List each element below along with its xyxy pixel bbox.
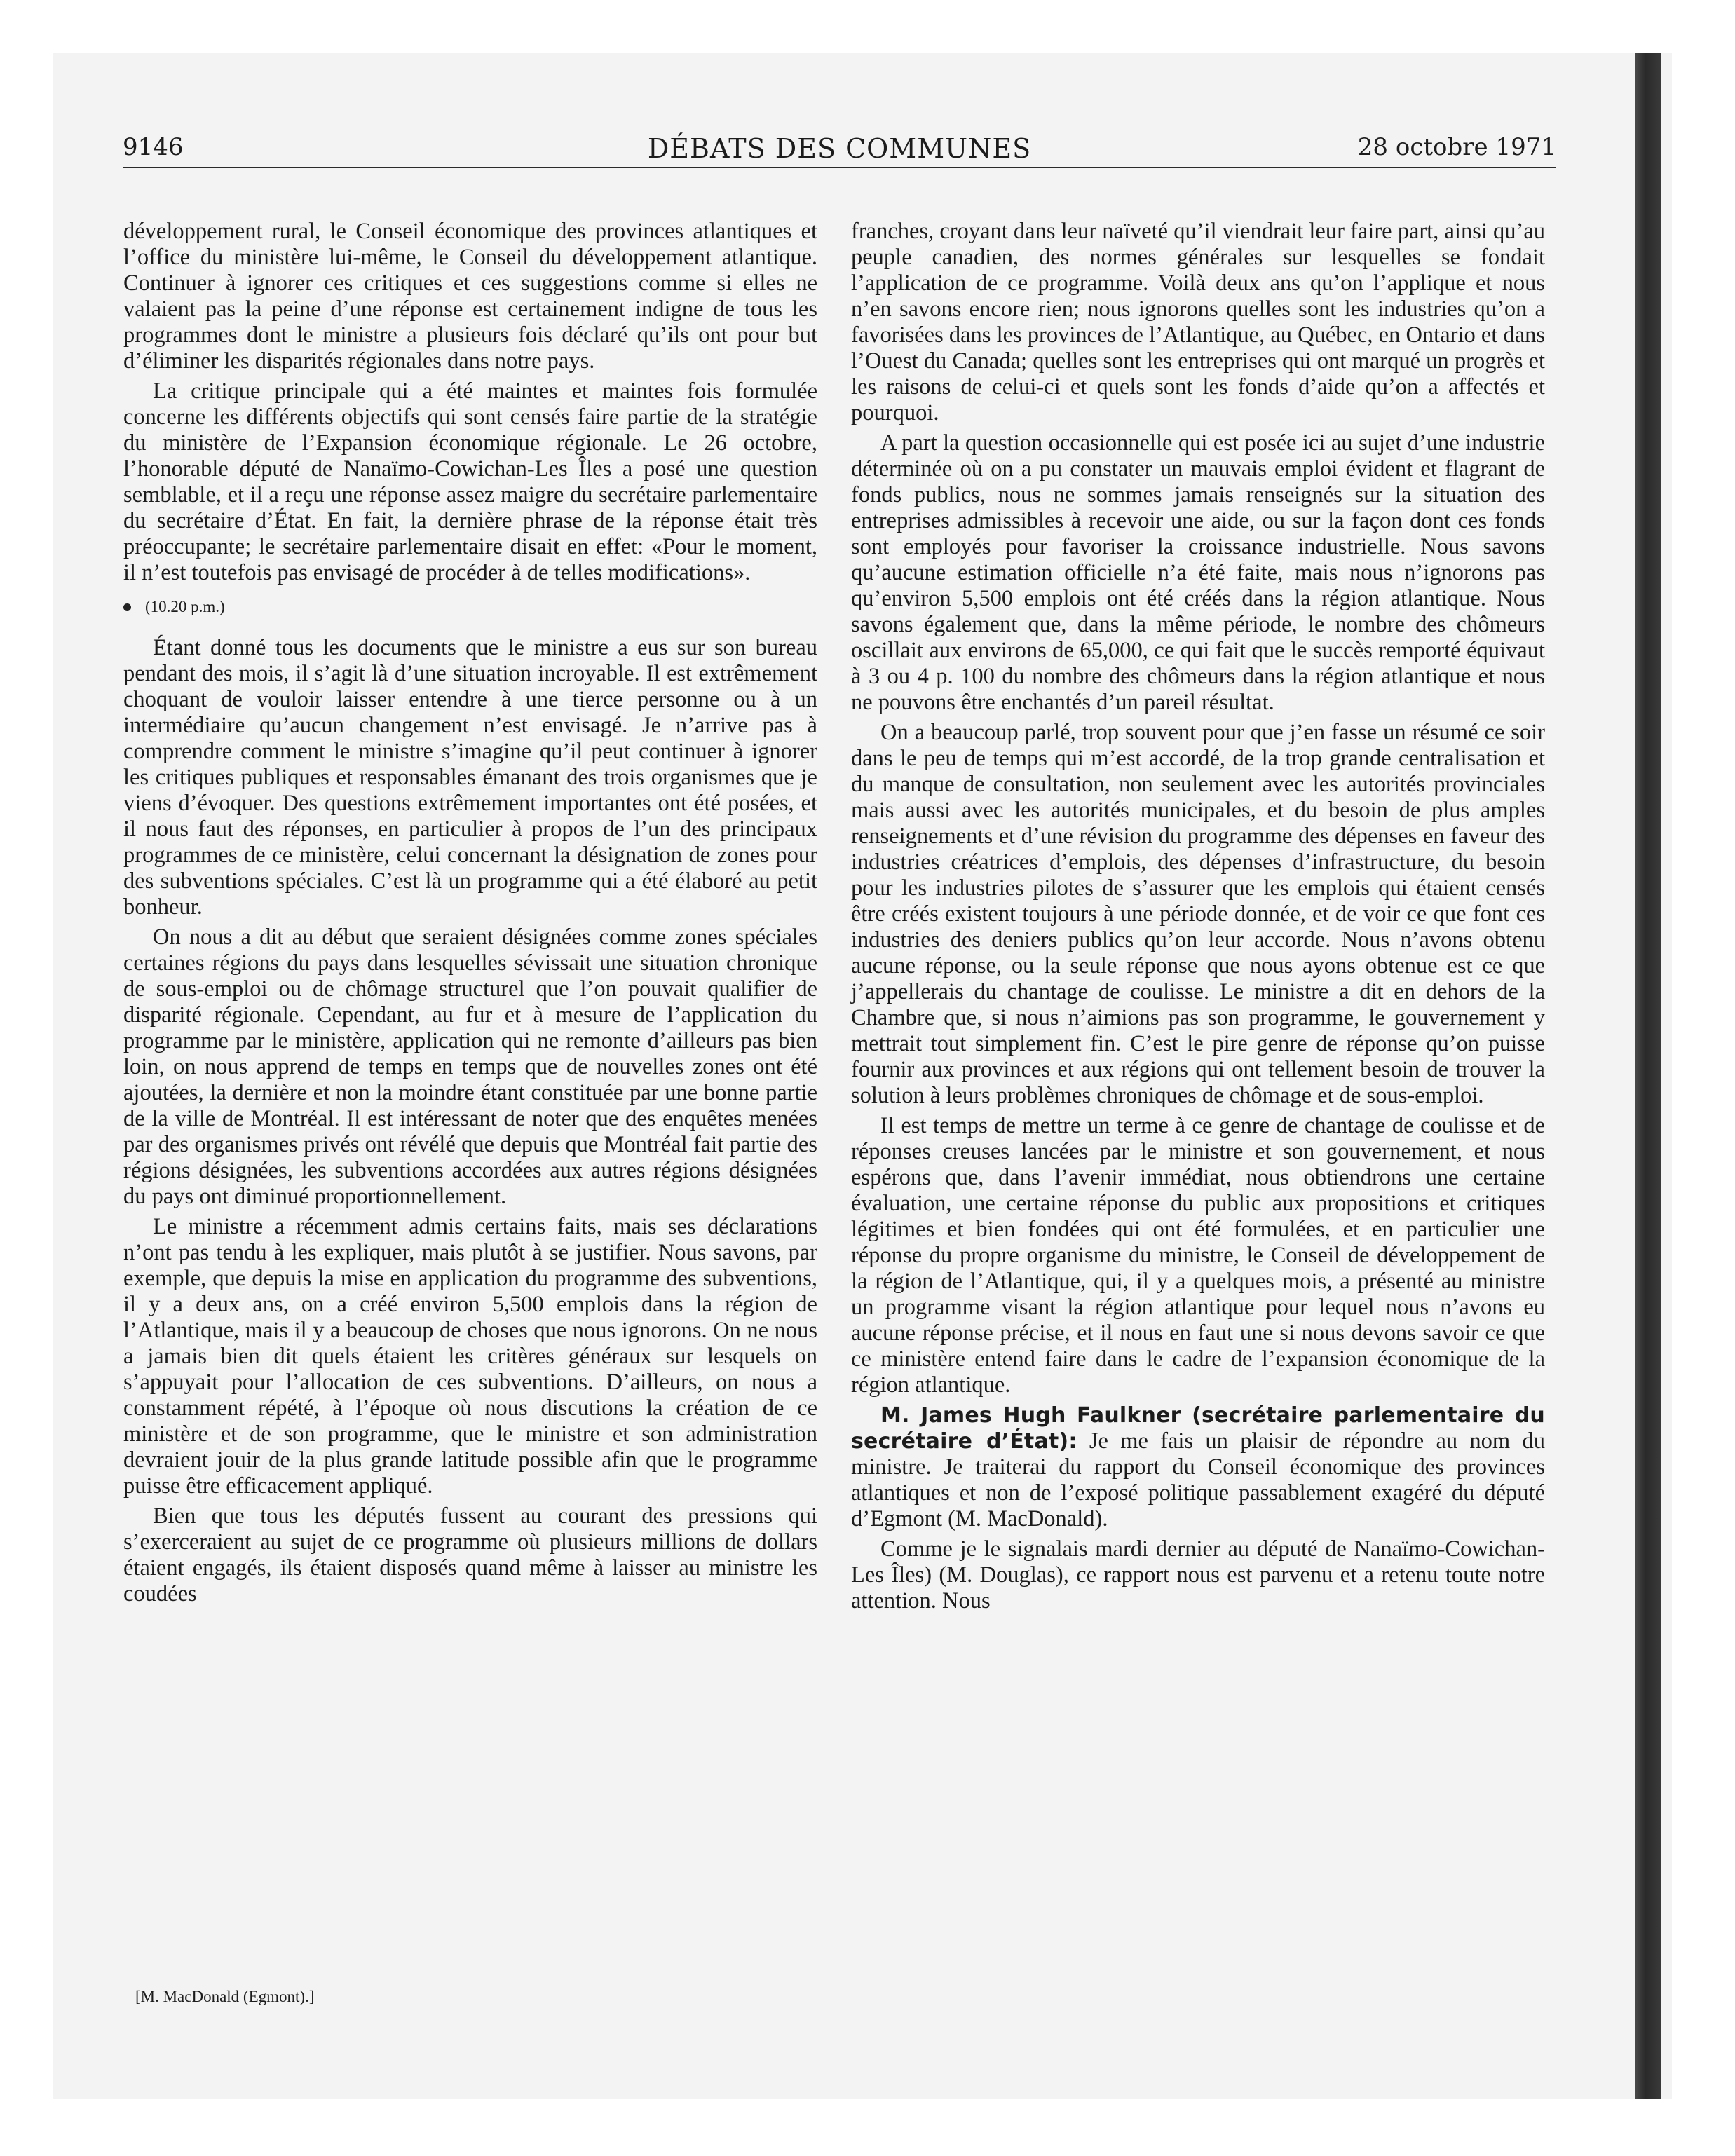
- publication-title: DÉBATS DES COMMUNES: [647, 133, 1032, 164]
- bullet-icon: [123, 603, 131, 611]
- paragraph: La critique principale qui a été maintes et maintes fois formulée concerne les différents objectifs qui sont censés faire partie de la stratégie du ministère de l’Expansion économique régionale. Le 26 octobre, l’honorable député de Nanaïmo-Cowichan-Les Îles a posé une question semblable, et il a reçu une réponse assez maigre du secrétaire parlementaire du secrétaire d’État. En fait, la dernière phrase de la réponse était très préoccupante; le secrétaire parlementaire disait en effet: «Pour le moment, il n’est toutefois pas envisagé de procéder à de telles modifications».: [123, 378, 817, 585]
- speech-text: Je me fais un plaisir de répondre au nom du ministre. Je traiterai du rapport du Conseil économique des provinces atlantiques et non de l’exposé politique passablement exagéré du député d’Egmont (M. MacDonald).: [851, 1428, 1545, 1531]
- paragraph: Comme je le signalais mardi dernier au député de Nanaïmo-Cowichan-Les Îles) (M. Douglas), ce rapport nous est parvenu et a retenu toute notre attention. Nous: [851, 1536, 1545, 1613]
- paragraph: Le ministre a récemment admis certains faits, mais ses déclarations n’ont pas tendu à les expliquer, mais plutôt à se justifier. Nous savons, par exemple, que depuis la mise en application du programme des subventions, il y a deux ans, on a créé environ 5,500 emplois dans la région de l’Atlantique, mais il y a beaucoup de choses que nous ignorons. On ne nous a jamais bien dit quels étaient les critères généraux sur lesquels on s’appuyait pour l’allocation de ces subventions. D’ailleurs, on nous a constamment répété, à l’époque où nous discutions la création de ce ministère et de son programme, que le ministre et son administration devraient jouir de la plus grande latitude possible afin que le programme puisse être efficacement appliqué.: [123, 1214, 817, 1499]
- paragraph: franches, croyant dans leur naïveté qu’il viendrait leur faire part, ainsi qu’au peuple canadien, des normes générales sur lesquelles se fondait l’application de ce programme. Voilà deux ans qu’on l’applique et nous n’en savons encore rien; nous ignorons quelles sont les industries qu’on a favorisées dans les provinces de l’Atlantique, au Québec, en Ontario et dans l’Ouest du Canada; quelles sont les entreprises qui ont marqué un progrès et les raisons de celui-ci et quels sont les fonds d’aide qu’on a affectés et pourquoi.: [851, 219, 1546, 425]
- paragraph: Il est temps de mettre un terme à ce genre de chantage de coulisse et de réponses creuses lancées par le ministre et son gouvernement, et nous espérons que, dans l’avenir immédiat, nous obtiendrons une certaine évaluation, une certaine réponse du public aux propositions et critiques légitimes et bien fondées qui ont été formulées, et en particulier une réponse du propre organisme du ministre, le Conseil de développement de la région de l’Atlantique, qui, il y a quelques mois, a présenté au ministre un programme visant la région atlantique pour lequel nous n’avons eu aucune réponse précise, et il nous en faut une si nous devons savoir ce que ce ministère entend faire dans le cadre de l’expansion économique de la région atlantique.: [851, 1113, 1545, 1398]
- right-column: [851, 219, 1545, 1618]
- speaker-name: M. James Hugh Faulkner (secrétaire parlementaire du secrétaire d’État):: [851, 1403, 1545, 1454]
- scan-edge-bar: [1635, 53, 1661, 2099]
- page-date: 28 octobre 1971: [1357, 133, 1556, 161]
- paragraph: Bien que tous les députés fussent au courant des pressions qui s’exerceraient au sujet de ce programme où plusieurs millions de dollars étaient engagés, ils étaient disposés quand même à laisser au ministre les coudées: [123, 1503, 817, 1606]
- paragraph: On a beaucoup parlé, trop souvent pour que j’en fasse un résumé ce soir dans le peu de temps qui m’est accordé, de la trop grande centralisation et du manque de consultation, non seulement avec les autorités provinciales mais aussi avec les autorités municipales, et du besoin de plus amples renseignements et d’une révision du programme des dépenses en faveur des industries créatrices d’emplois, des dépenses d’infrastructure, du besoin pour les industries pilotes de s’assurer que les emplois qui étaient censés être créés existent toujours à une période donnée, et de voir ce que font ces industries des deniers publics qu’on leur accorde. Nous n’avons obtenu aucune réponse, ou la seule réponse que nous ayons obtenue est ce que j’appellerais du chantage de coulisse. Le ministre a dit en dehors de la Chambre que, si nous n’aimions pas son programme, le gouvernement y mettrait tout simplement fin. C’est le pire genre de réponse qu’on puisse fournir aux provinces et aux régions qui ont tellement besoin de trouver la solution à leurs problèmes chroniques de chômage et de sous-emploi.: [851, 720, 1545, 1108]
- speaker-paragraph: [851, 1403, 1545, 1532]
- page-header: [123, 130, 1556, 168]
- time-marker: [123, 597, 817, 617]
- paragraph: A part la question occasionnelle qui est posée ici au sujet d’une industrie déterminée où on a pu constater un mauvais emploi évident et flagrant de fonds publics, nous ne sommes jamais renseignés sur la situation des entreprises admissibles à recevoir une aide, ou sur la façon dont ces fonds sont employés pour favoriser la croissance industrielle. Nous savons qu’aucune estimation officielle n’a été faite, mais nous n’ignorons pas qu’environ 5,500 emplois ont été créés dans la région atlantique. Nous savons également que, dans la même période, le nombre des chômeurs oscillait aux environs de 65,000, ce qui fait que le succès remporté équivaut à 3 ou 4 p. 100 du nombre des chômeurs dans la région atlantique et nous ne pouvons être enchantés d’un pareil résultat.: [851, 430, 1545, 715]
- page-number: 9146: [123, 133, 184, 161]
- paragraph: développement rural, le Conseil économique des provinces atlantiques et l’office du ministère lui-même, le Conseil du développement atlantique. Continuer à ignorer ces critiques et ces suggestions comme si elles ne valaient pas la peine d’une réponse est certainement indigne de tous les programmes dont le ministre a plusieurs fois déclaré qu’ils ont pour but d’éliminer les disparités régionales dans notre pays.: [123, 219, 817, 374]
- paragraph: On nous a dit au début que seraient désignées comme zones spéciales certaines régions du pays dans lesquelles sévissait une situation chronique de sous-emploi ou de chômage structurel que l’on pouvait qualifier de disparité régionale. Cependant, au fur et à mesure de l’application du programme par le ministère, application qui ne remonte d’ailleurs pas bien loin, on nous apprend de temps en temps que de nouvelles zones ont été ajoutées, la dernière et non la moindre étant constituée par une bonne partie de la ville de Montréal. Il est intéressant de noter que des enquêtes menées par des organismes privés ont révélé que depuis que Montréal fait partie des régions désignées, les subventions accordées aux autres régions désignées du pays ont diminué proportionnellement.: [123, 925, 817, 1209]
- left-column: [123, 219, 817, 1611]
- speaker-attribution: [M. MacDonald (Egmont).]: [135, 1988, 315, 2005]
- paragraph: Étant donné tous les documents que le ministre a eus sur son bureau pendant des mois, il s’agit là d’une situation incroyable. Il est extrêmement choquant de vouloir laisser entendre à une tierce personne ou à un intermédiaire qu’aucun changement n’est envisagé. Je n’arrive pas à comprendre comment le ministre s’imagine qu’il peut continuer à ignorer les critiques publiques et responsables émanant des trois organismes que je viens d’évoquer. Des questions extrêmement importantes ont été posées, et il nous faut des réponses, en particulier à propos de l’un des principaux programmes de ce ministère, celui concernant la désignation de zones pour des subventions spéciales. C’est là un programme qui a été élaboré au petit bonheur.: [123, 635, 817, 920]
- time-marker-text: (10.20 p.m.): [145, 598, 225, 615]
